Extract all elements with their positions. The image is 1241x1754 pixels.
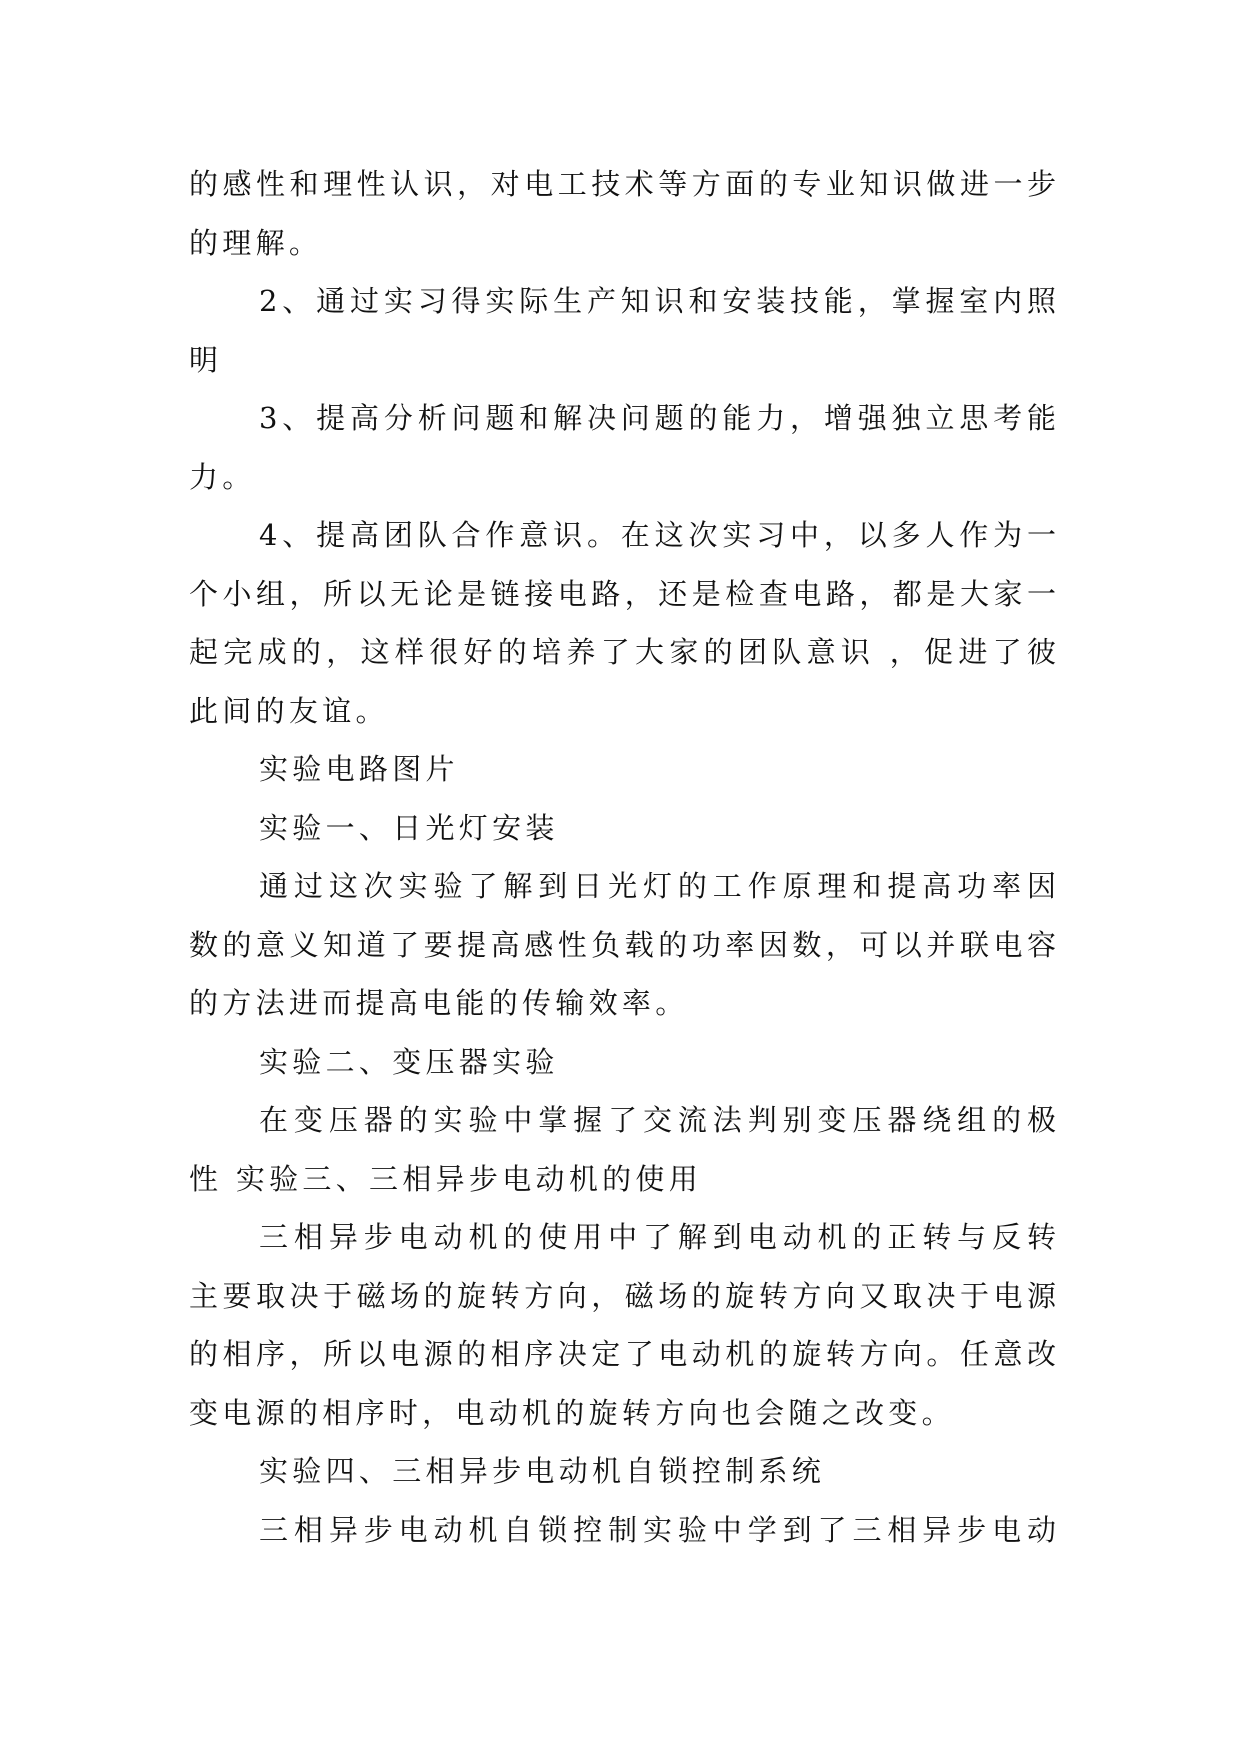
paragraph [189, 389, 1056, 506]
section-heading: 实验四、三相异步电动机自锁控制系统 [259, 1454, 826, 1488]
paragraph [189, 1501, 1056, 1560]
text-line: 此间的友谊。 [189, 693, 389, 728]
section-heading: 实验一、日光灯安装 [259, 810, 559, 845]
paragraph [189, 272, 1056, 389]
text-line: 三相异步电动机的使用中了解到电动机的正转与反转 [259, 1220, 1056, 1254]
text-line: 4、提高团队合作意识。在这次实习中，以多人作为一 [259, 518, 1056, 552]
text-line: 的感性和理性认识，对电工技术等方面的专业知识做进一步 [189, 167, 1056, 201]
text-line: 起完成的，这样很好的培养了大家的团队意识 ，促进了彼 [189, 635, 1056, 669]
paragraph [189, 740, 1056, 799]
text-line: 变电源的相序时，电动机的旋转方向也会随之改变。 [189, 1395, 955, 1430]
text-line: 在变压器的实验中掌握了交流法判别变压器绕组的极 [259, 1103, 1056, 1137]
paragraph [189, 1208, 1056, 1442]
text-line: 数的意义知道了要提高感性负载的功率因数，可以并联电容 [189, 927, 1056, 962]
text-line: 主要取决于磁场的旋转方向，磁场的旋转方向又取决于电源 [189, 1278, 1056, 1313]
text-line: 三相异步电动机自锁控制实验中学到了三相异步电动 [259, 1512, 1056, 1547]
paragraph [189, 799, 1056, 858]
paragraph [189, 1033, 1056, 1092]
text-line: 的方法进而提高电能的传输效率。 [189, 986, 689, 1020]
text-line: 力。 [189, 459, 256, 494]
section-heading: 实验电路图片 [259, 752, 459, 786]
paragraph [189, 1091, 1056, 1208]
text-line: 2、通过实习得实际生产知识和安装技能，掌握室内照 [259, 284, 1056, 318]
text-line: 3、提高分析问题和解决问题的能力，增强独立思考能 [259, 401, 1056, 435]
document-body [189, 155, 1056, 1559]
text-line: 性 实验三、三相异步电动机的使用 [189, 1161, 703, 1196]
paragraph [189, 506, 1056, 740]
text-line: 通过这次实验了解到日光灯的工作原理和提高功率因 [259, 869, 1056, 903]
text-line: 的理解。 [189, 225, 323, 260]
text-line: 个小组，所以无论是链接电路，还是检查电路，都是大家一 [189, 576, 1056, 611]
paragraph [189, 857, 1056, 1033]
paragraph [189, 155, 1056, 272]
text-line: 的相序，所以电源的相序决定了电动机的旋转方向。任意改 [189, 1337, 1056, 1371]
section-heading: 实验二、变压器实验 [259, 1044, 559, 1079]
paragraph [189, 1442, 1056, 1501]
text-line: 明 [189, 342, 223, 377]
